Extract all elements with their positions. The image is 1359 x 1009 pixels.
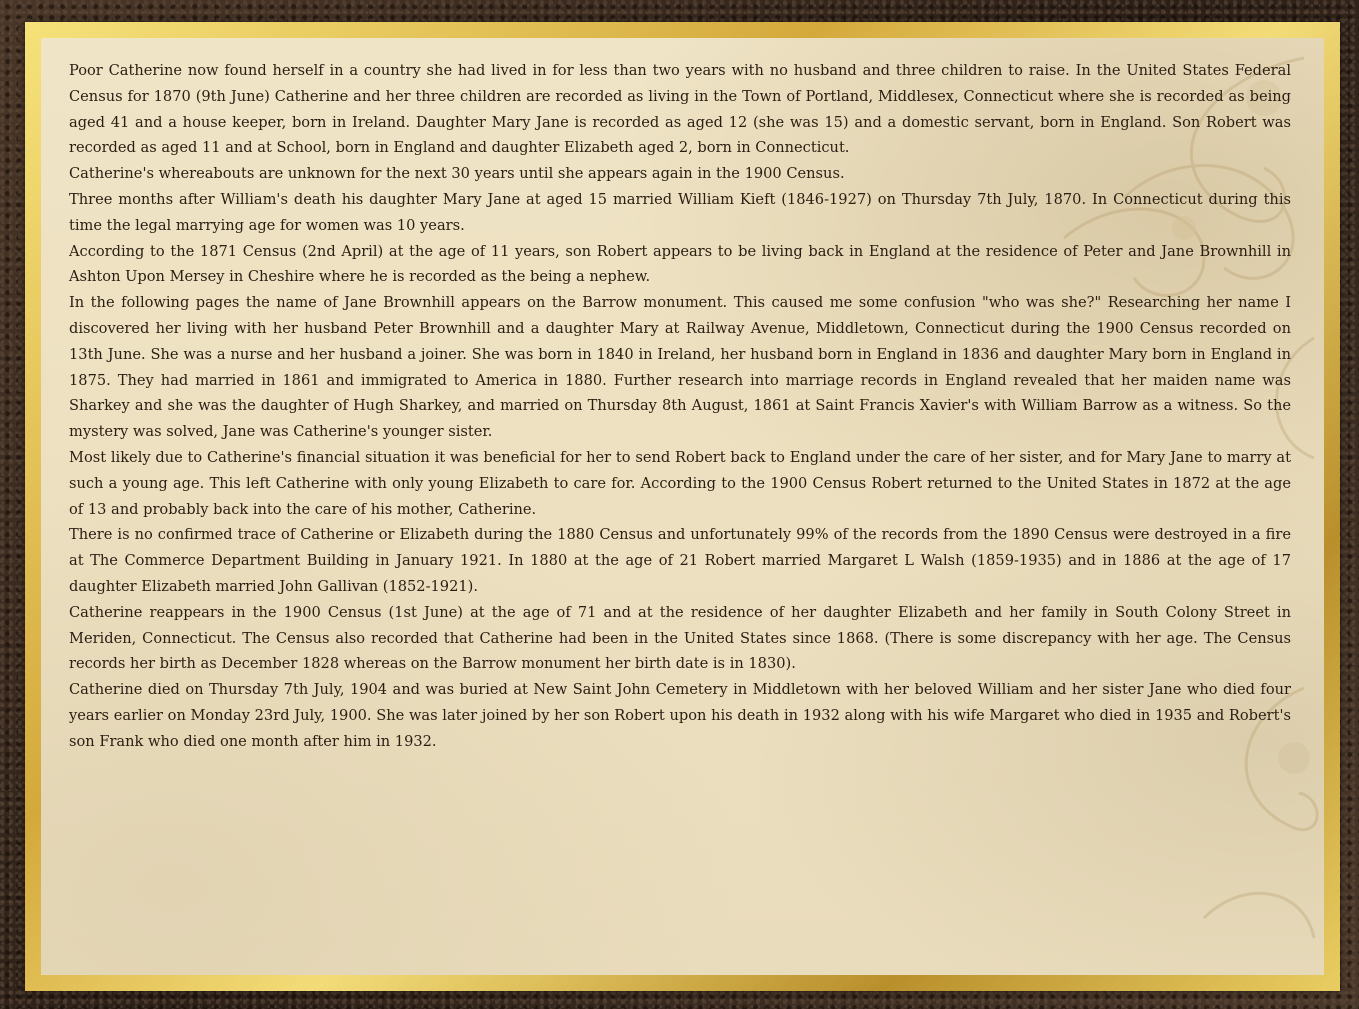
paragraph-7: There is no confirmed trace of Catherine or Elizabeth during the 1880 Census and unfortunately 99% of the records from the 1890 Census were destroyed in a fire at The Commerce Department Building in January 1921. In 1880 at the age of 21 Robert married Margaret L Walsh (1859-1935) and in 1886 at the age of 17 daughter Elizabeth married John Gallivan (1852-1921). <box>69 526 1291 595</box>
parchment-page <box>41 38 1324 975</box>
paragraph-4: According to the 1871 Census (2nd April) at the age of 11 years, son Robert appears to be living back in England at the residence of Peter and Jane Brownhill in Ashton Upon Mersey in Cheshire where he is recorded as the being a nephew. <box>69 242 1291 286</box>
paragraph-8: Catherine reappears in the 1900 Census (1st June) at the age of 71 and at the residence of her daughter Elizabeth and her family in South Colony Street in Meriden, Connecticut. The Census also recorded that Catherine had been in the United States since 1868. (There is some discrepancy with her age. The Census records her birth as December 1828 whereas on the Barrow monument her birth date is in 1830). <box>69 603 1291 673</box>
paragraph-1: Poor Catherine now found herself in a country she had lived in for less than two years with no husband and three children to raise. In the United States Federal Census for 1870 (9th June) Catherine and her three children are recorded as living in the Town of Portland, Middlesex, Connecticut where she is recorded as being aged 41 and a house keeper, born in Ireland. Daughter Mary Jane is recorded as aged 12 (she was 15) and a domestic servant, born in England. Son Robert was recorded as aged 11 and at School, born in England and daughter Elizabeth aged 2, born in Connecticut. <box>69 62 1291 157</box>
paragraph-9: Catherine died on Thursday 7th July, 1904 and was buried at New Saint John Cemetery in Middletown with her beloved William and her sister Jane who died four years earlier on Monday 23rd July, 1900. She was later joined by her son Robert upon his death in 1932 along with his wife Margaret who died in 1935 and Robert's son Frank who died one month after him in 1932. <box>69 681 1291 750</box>
gold-frame <box>25 22 1340 991</box>
paragraph-6: Most likely due to Catherine's financial situation it was beneficial for her to send Robert back to England under the care of her sister, and for Mary Jane to marry at such a young age. This left Catherine with only young Elizabeth to care for. According to the 1900 Census Robert returned to the United States in 1872 at the age of 13 and probably back into the care of his mother, Catherine. <box>69 448 1291 518</box>
biography-text <box>69 58 1291 755</box>
paragraph-3: Three months after William's death his daughter Mary Jane at aged 15 married William Kieft (1846-1927) on Thursday 7th July, 1870. In Connecticut during this time the legal marrying age for women was 10 years. <box>69 190 1291 234</box>
paragraph-5: In the following pages the name of Jane Brownhill appears on the Barrow monument. This caused me some confusion "who was she?" Researching her name I discovered her living with her husband Peter Brownhill and a daughter Mary at Railway Avenue, Middletown, Connecticut during the 1900 Census recorded on 13th June. She was a nurse and her husband a joiner. She was born in 1840 in Ireland, her husband born in England in 1836 and daughter Mary born in England in 1875. They had married in 1861 and immigrated to America in 1880. Further research into marriage records in England revealed that her maiden name was Sharkey and she was the daughter of Hugh Sharkey, and married on Thursday 8th August, 1861 at Saint Francis Xavier's with William Barrow as a witness. So the mystery was solved, Jane was Catherine's younger sister. <box>69 294 1291 441</box>
paragraph-2: Catherine's whereabouts are unknown for the next 30 years until she appears again in the 1900 Census. <box>69 165 845 183</box>
